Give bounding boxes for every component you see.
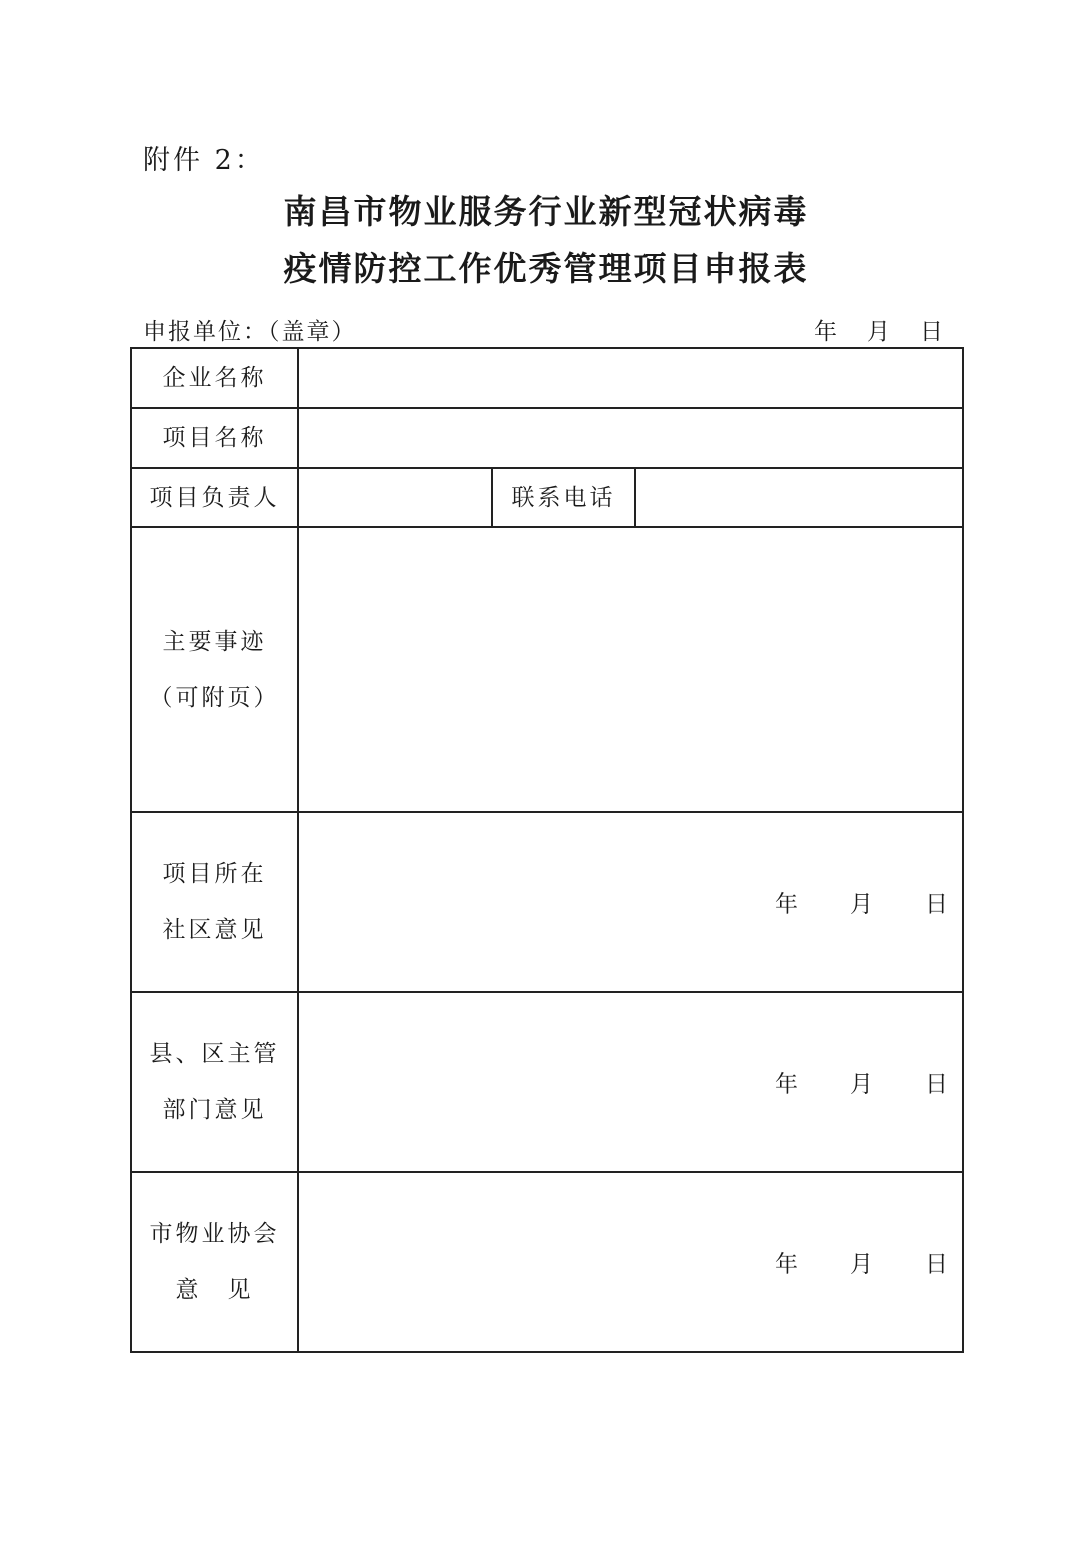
company-name-label: 企业名称 — [131, 348, 298, 408]
main-deeds-label — [131, 527, 298, 812]
district-opinion-date — [775, 1066, 948, 1099]
row-main-deeds — [131, 527, 963, 812]
association-opinion-label-line-2: 意 见 — [175, 1277, 254, 1303]
company-name-field[interactable] — [298, 348, 963, 408]
header-date-year: 年 — [814, 319, 837, 345]
date-day: 日 — [925, 891, 949, 918]
association-opinion-field[interactable] — [298, 1172, 963, 1352]
community-opinion-label-line-2: 社区意见 — [162, 917, 267, 943]
community-opinion-date — [775, 886, 948, 919]
date-month: 月 — [850, 891, 874, 918]
community-opinion-label — [131, 812, 298, 992]
attachment-label: 附件 2： — [143, 145, 265, 176]
header-date-day: 日 — [920, 319, 943, 345]
project-leader-field[interactable] — [298, 468, 492, 527]
row-project-name — [131, 408, 963, 468]
row-company-name — [131, 348, 963, 408]
date-day: 日 — [925, 1071, 949, 1098]
association-opinion-date — [775, 1246, 948, 1279]
district-opinion-field[interactable] — [298, 992, 963, 1172]
header-date-month: 月 — [867, 319, 890, 345]
association-opinion-label — [131, 1172, 298, 1352]
date-month: 月 — [850, 1251, 874, 1278]
district-opinion-label-line-2: 部门意见 — [162, 1097, 267, 1123]
date-year: 年 — [775, 891, 799, 918]
community-opinion-label-line-1: 项目所在 — [162, 861, 267, 887]
application-form-table — [130, 347, 964, 1353]
main-deeds-label-line-1: 主要事迹 — [162, 628, 267, 655]
association-opinion-label-line-1: 市物业协会 — [149, 1221, 280, 1247]
header-line — [143, 313, 943, 345]
phone-field[interactable] — [635, 468, 963, 527]
row-district-opinion — [131, 992, 963, 1172]
form-title-line-2: 疫情防控工作优秀管理项目申报表 — [283, 249, 809, 288]
date-year: 年 — [775, 1251, 799, 1278]
main-deeds-label-line-2: （可附页） — [149, 684, 280, 711]
date-day: 日 — [925, 1251, 949, 1278]
main-deeds-field[interactable] — [298, 527, 963, 812]
date-month: 月 — [850, 1071, 874, 1098]
phone-label: 联系电话 — [492, 468, 635, 527]
district-opinion-label-line-1: 县、区主管 — [149, 1041, 280, 1067]
project-leader-label: 项目负责人 — [131, 468, 298, 527]
date-year: 年 — [775, 1071, 799, 1098]
project-name-label: 项目名称 — [131, 408, 298, 468]
row-project-leader — [131, 468, 963, 527]
form-title-line-1: 南昌市物业服务行业新型冠状病毒 — [283, 192, 809, 231]
header-date — [814, 313, 943, 346]
row-community-opinion — [131, 812, 963, 992]
district-opinion-label — [131, 992, 298, 1172]
community-opinion-field[interactable] — [298, 812, 963, 992]
project-name-field[interactable] — [298, 408, 963, 468]
reporting-unit-label: 申报单位：（盖章） — [143, 319, 357, 345]
row-association-opinion — [131, 1172, 963, 1352]
